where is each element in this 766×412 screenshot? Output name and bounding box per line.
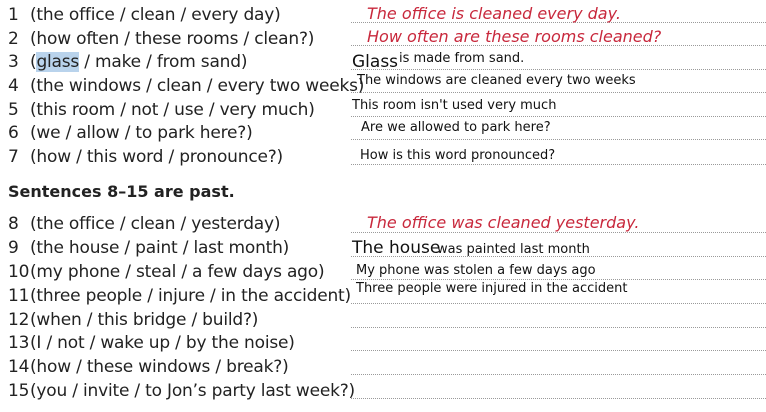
item-number: 2 [8, 29, 19, 49]
answer-line-13[interactable] [351, 350, 766, 351]
answer-5: This room isn't used very much [352, 98, 557, 113]
answer-line-4[interactable] [351, 92, 766, 93]
answer-2: How often are these rooms cleaned? [367, 27, 662, 46]
answer-line-11[interactable] [351, 303, 766, 304]
section-heading: Sentences 8–15 are past. [8, 182, 235, 201]
item-number: 14 [8, 357, 30, 377]
answer-line-3[interactable] [351, 69, 766, 70]
item-prompt: (how / this word / pronounce?) [30, 147, 283, 167]
selected-word-glass[interactable]: glass [36, 52, 80, 72]
item-number: 13 [8, 333, 30, 353]
item-prompt: (the windows / clean / every two weeks) [30, 76, 365, 96]
item-prompt: (the office / clean / yesterday) [30, 214, 281, 234]
item-number: 9 [8, 238, 19, 258]
exercise-item-12 [8, 310, 258, 330]
item-prompt: (this room / not / use / very much) [30, 100, 315, 120]
answer-9: was painted last month [437, 242, 590, 257]
answer-6: Are we allowed to park here? [361, 120, 551, 135]
answer-line-15[interactable] [351, 398, 766, 399]
item-number: 8 [8, 214, 19, 234]
answer-9-given-words: The house [352, 238, 441, 258]
exercise-item-10 [8, 262, 324, 282]
item-prompt: (three people / injure / in the accident) [30, 286, 351, 306]
exercise-item-1 [8, 5, 281, 25]
item-prompt: (the house / paint / last month) [30, 238, 290, 258]
answer-11: Three people were injured in the accident [356, 281, 628, 296]
item-number: 6 [8, 123, 19, 143]
item-number: 12 [8, 310, 30, 330]
item-prompt-start: ( [30, 52, 37, 72]
answer-line-5[interactable] [351, 116, 766, 117]
answer-7: How is this word pronounced? [360, 148, 556, 163]
item-number: 10 [8, 262, 30, 282]
item-number: 3 [8, 52, 19, 72]
answer-10: My phone was stolen a few days ago [356, 263, 596, 278]
answer-line-14[interactable] [351, 374, 766, 375]
item-number: 15 [8, 381, 30, 401]
exercise-item-5 [8, 100, 315, 120]
answer-4: The windows are cleaned every two weeks [357, 73, 636, 88]
item-number: 7 [8, 147, 19, 167]
exercise-item-2 [8, 29, 314, 49]
item-prompt: (when / this bridge / build?) [30, 310, 259, 330]
answer-8: The office was cleaned yesterday. [367, 213, 640, 232]
answer-3: is made from sand. [399, 51, 525, 66]
answer-line-6[interactable] [351, 139, 766, 140]
answer-line-10[interactable] [351, 279, 766, 280]
item-prompt: (you / invite / to Jon’s party last week?) [30, 381, 355, 401]
item-number: 4 [8, 76, 19, 96]
exercise-item-8 [8, 214, 280, 234]
answer-1: The office is cleaned every day. [367, 4, 621, 23]
exercise-item-6 [8, 123, 253, 143]
item-prompt: (my phone / steal / a few days ago) [30, 262, 325, 282]
item-prompt: (I / not / wake up / by the noise) [30, 333, 295, 353]
exercise-item-7 [8, 147, 283, 167]
exercise-item-4 [8, 76, 364, 96]
exercise-item-9 [8, 238, 289, 258]
item-prompt: (we / allow / to park here?) [30, 123, 253, 143]
item-prompt: (how often / these rooms / clean?) [30, 29, 315, 49]
item-number: 1 [8, 5, 19, 25]
answer-line-7[interactable] [351, 164, 766, 165]
exercise-item-11 [8, 286, 351, 306]
item-prompt: (the office / clean / every day) [30, 5, 281, 25]
item-prompt-end: / make / from sand) [79, 52, 248, 72]
item-number: 11 [8, 286, 30, 306]
exercise-item-13 [8, 333, 295, 353]
answer-3-given-word: Glass [352, 52, 399, 72]
answer-line-12[interactable] [351, 327, 766, 328]
item-number: 5 [8, 100, 19, 120]
item-prompt: (how / these windows / break?) [30, 357, 289, 377]
exercise-item-14 [8, 357, 289, 377]
answer-line-8[interactable] [351, 232, 766, 233]
exercise-item-3 [8, 52, 247, 72]
exercise-item-15 [8, 381, 355, 401]
